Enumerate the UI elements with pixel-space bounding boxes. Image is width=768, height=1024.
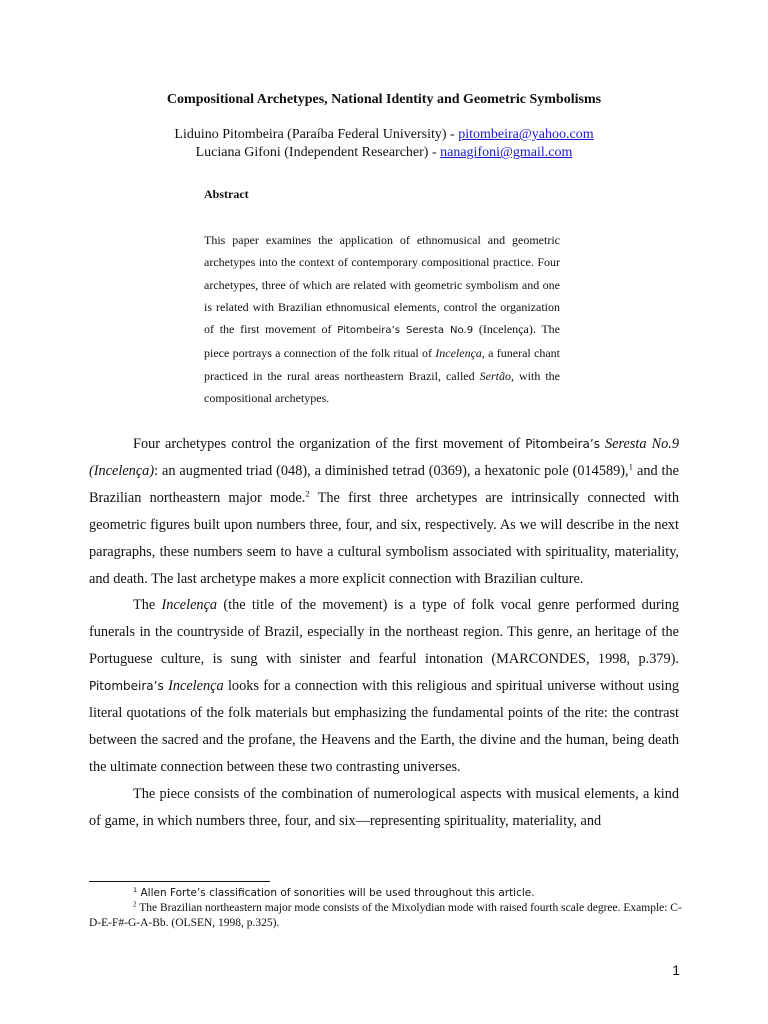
paragraph-3: The piece consists of the combination of numerological aspects with musical elements, a kind of game, in which numbers three, four, and six—representing spirituality, materiality, and: [89, 785, 679, 829]
paragraph-1: [89, 431, 679, 592]
paragraph-2: [89, 592, 679, 780]
author-line-2: [0, 144, 768, 162]
text-segment: The: [133, 597, 162, 614]
abstract-italic-term: Incelença,: [435, 346, 485, 361]
italic-term: Incelença: [161, 597, 218, 614]
body-text: [89, 431, 679, 835]
abstract-text: [204, 229, 560, 409]
italic-term: Incelença: [168, 678, 224, 695]
text-segment: The first three archetypes are intrinsically connected with geometric figures built upon numbers three, four, and six, respectively. As we will describe in the next paragraphs, these numbers seem to have a cultural symbolism associated with spirituality, materiality, and death. The last archetype makes a more explicit connection with Brazilian culture.: [89, 489, 680, 587]
name-segment: Pitombeira’s: [525, 437, 600, 451]
name-segment: Pitombeira’s: [89, 679, 164, 694]
footnote-1-number: 1: [133, 886, 138, 895]
text-segment: Four archetypes control the organization of the first movement of: [133, 436, 526, 452]
footnote-1: [89, 886, 689, 901]
footnote-1-text: Allen Forte’s classification of sonorities will be used throughout this article.: [137, 887, 535, 899]
footnote-2: [89, 901, 689, 931]
text-segment: (the title of the movement) is a type of folk vocal genre performed during funerals in the countryside of Brazil, especially in the northeast region. This genre, an heritage of the Portuguese culture, is sung with sinister and fearful intonation (MARCONDES, 1998, p.379).: [89, 597, 679, 668]
work-title: Seresta No.9 (Incelença): [89, 436, 679, 479]
abstract-work-title: Pitombeira’s Seresta No.9: [337, 325, 474, 337]
author-2-name: Luciana Gifoni (Independent Researcher) -: [195, 145, 441, 160]
abstract-segment: a funeral chant practiced in the rural areas northeastern Brazil, called: [204, 346, 560, 383]
abstract-segment: (Incelença). The piece portrays a connection of the folk ritual of: [204, 322, 560, 361]
footnote-ref-2[interactable]: 2: [305, 488, 310, 499]
author-line-1: [0, 126, 768, 144]
abstract-italic-term: Sertão,: [479, 368, 514, 383]
page-number: 1: [672, 962, 680, 978]
text-segment: : an augmented triad (048), a diminished tetrad (0369), a hexatonic pole (014589),: [154, 462, 629, 479]
author-2-email-link[interactable]: nanagifoni@gmail.com: [440, 145, 573, 160]
footnote-2-number: 2: [133, 900, 137, 909]
author-1-name: Liduino Pitombeira (Paraíba Federal University) -: [174, 127, 459, 142]
author-block: [0, 126, 768, 162]
footnote-separator: [89, 881, 270, 882]
abstract-heading: Abstract: [204, 187, 249, 201]
abstract-segment: with the compositional archetypes.: [204, 368, 560, 406]
paper-title: Compositional Archetypes, National Identity and Geometric Symbolisms: [166, 92, 602, 107]
text-segment: and the Brazilian northeastern major mode.: [89, 462, 679, 506]
footnote-2-text: The Brazilian northeastern major mode consists of the Mixolydian mode with raised fourth scale degree. Example: C-D-E-F#-G-A-Bb. (OLSEN, 1998, p.325).: [89, 902, 682, 929]
abstract-segment: This paper examines the application of ethnomusical and geometric archetypes into the context of contemporary compositional practice. Four archetypes, three of which are related with geometric symbolism and one is related with Brazilian ethnomusical elements, control the organization of the first movement of: [204, 233, 560, 337]
text-segment: looks for a connection with this religious and spiritual universe without using literal quotations of the folk materials but emphasizing the fundamental points of the rite: the contrast between the sacred and the profane, the Heavens and the Earth, the divine and the human, being death the ultimate connection between these two contrasting universes.: [89, 678, 679, 775]
author-1-email-link[interactable]: pitombeira@yahoo.com: [458, 127, 594, 142]
footnote-ref-1[interactable]: 1: [628, 461, 634, 472]
footnotes: [89, 886, 689, 931]
